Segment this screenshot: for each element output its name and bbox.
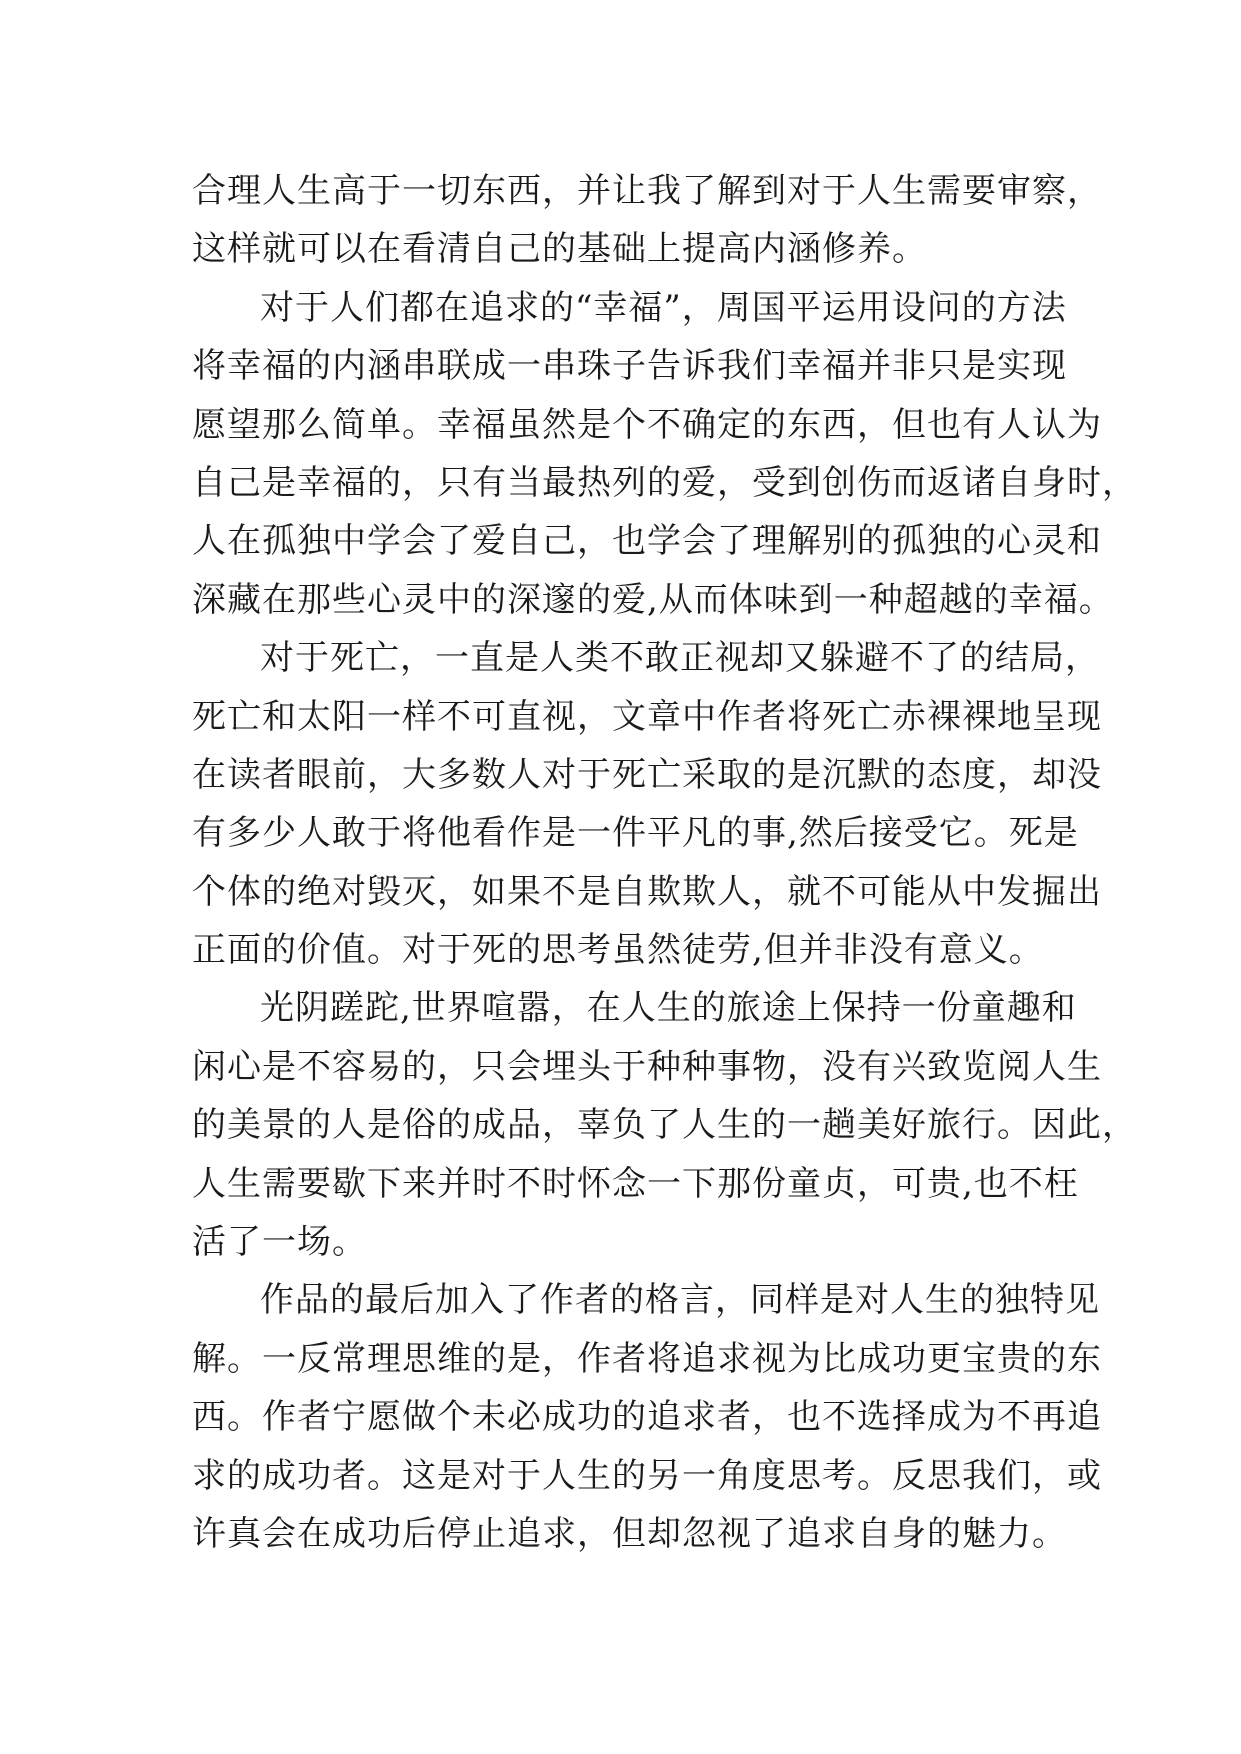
- text-line: 许真会在成功后停止追求，但却忽视了追求自身的魅力。: [192, 1513, 1067, 1554]
- text-line: 人生需要歇下来并时不时怀念一下那份童贞，可贵,也不枉: [192, 1163, 1079, 1204]
- text-line: 活了一场。: [192, 1222, 367, 1263]
- text-line: 这样就可以在看清自己的基础上提高内涵修养。: [192, 229, 927, 270]
- text-line: 将幸福的内涵串联成一串珠子告诉我们幸福并非只是实现: [192, 346, 1067, 387]
- text-line: 人在孤独中学会了爱自己，也学会了理解别的孤独的心灵和: [192, 521, 1102, 562]
- paragraph-first-line: 光阴蹉跎,世界喧嚣，在人生的旅途上保持一份童趣和: [260, 988, 1077, 1029]
- text-line: 合理人生高于一切东西，并让我了解到对于人生需要审察，: [192, 171, 1102, 211]
- text-line: 死亡和太阳一样不可直视，文章中作者将死亡赤裸裸地呈现: [192, 696, 1102, 737]
- text-line: 求的成功者。这是对于人生的另一角度思考。反思我们，或: [192, 1455, 1102, 1496]
- text-line: 解。一反常理思维的是，作者将追求视为比成功更宝贵的东: [192, 1338, 1102, 1379]
- text-line: 在读者眼前，大多数人对于死亡采取的是沉默的态度，却没: [192, 754, 1102, 795]
- text-line: 的美景的人是俗的成品，辜负了人生的一趟美好旅行。因此，: [192, 1105, 1137, 1146]
- text-line: 深藏在那些心灵中的深邃的爱,从而体味到一种超越的幸福。: [192, 579, 1114, 620]
- text-line: 西。作者宁愿做个未必成功的追求者，也不选择成为不再追: [192, 1397, 1102, 1438]
- body-text: [192, 162, 1137, 1563]
- paragraph-first-line: 作品的最后加入了作者的格言，同样是对人生的独特见: [260, 1280, 1100, 1321]
- text-line: 闲心是不容易的，只会埋头于种种事物，没有兴致览阅人生: [192, 1046, 1102, 1087]
- text-line: 愿望那么简单。幸福虽然是个不确定的东西，但也有人认为: [192, 404, 1102, 445]
- text-line: 自己是幸福的，只有当最热列的爱，受到创伤而返诸自身时，: [192, 462, 1137, 503]
- paragraph-first-line: 对于死亡，一直是人类不敢正视却又躲避不了的结局，: [260, 638, 1100, 679]
- text-line: 有多少人敢于将他看作是一件平凡的事,然后接受它。死是: [192, 813, 1079, 854]
- text-line: 正面的价值。对于死的思考虽然徒劳,但并非没有意义。: [192, 930, 1044, 971]
- paragraph-first-line: 对于人们都在追求的“幸福”，周国平运用设问的方法: [260, 287, 1067, 328]
- text-line: 个体的绝对毁灭，如果不是自欺欺人，就不可能从中发掘出: [192, 871, 1102, 912]
